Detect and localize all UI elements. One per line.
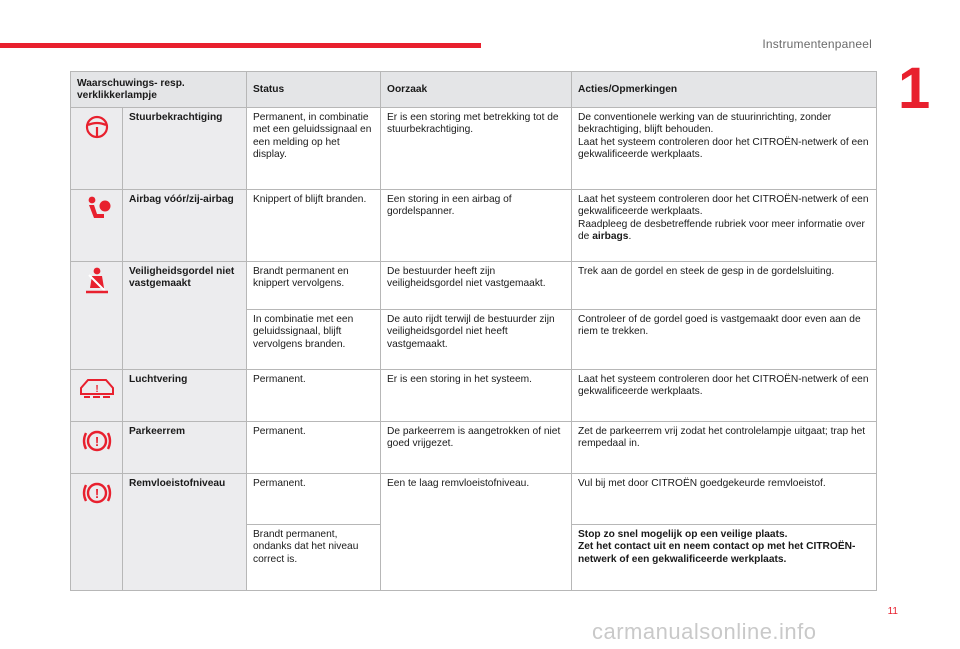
status-cell: Permanent.	[247, 369, 381, 421]
action-text: Laat het systeem controleren door het CITROËN-netwerk of een gekwalificeerde werkplaats.	[578, 136, 869, 161]
action-cell: Trek aan de gordel en steek de gesp in de gordelsluiting.	[572, 261, 877, 309]
status-cell: Permanent.	[247, 421, 381, 473]
cause-cell: Er is een storing in het systeem.	[381, 369, 572, 421]
warning-lights-table	[70, 71, 877, 591]
table-row	[71, 189, 877, 261]
svg-text:!: !	[95, 126, 98, 136]
status-cell: In combinatie met een geluidssignaal, blijft vervolgens branden.	[247, 309, 381, 369]
cause-cell: Een te laag remvloeistofniveau.	[381, 473, 572, 590]
action-cell	[572, 107, 877, 189]
brake-warning-icon	[71, 421, 123, 473]
suspension-icon	[71, 369, 123, 421]
lamp-name: Airbag vóór/zij-airbag	[123, 189, 247, 261]
lamp-name: Parkeerrem	[123, 421, 247, 473]
action-text-suffix: .	[628, 231, 632, 243]
action-cell: Laat het systeem controleren door het CITROËN-netwerk of een gekwalificeerde werkplaats.	[572, 369, 877, 421]
cause-cell: De auto rijdt terwijl de bestuurder zijn veiligheidsgordel niet heeft vastgemaakt.	[381, 309, 572, 369]
cause-cell: De bestuurder heeft zijn veiligheidsgordel niet vastgemaakt.	[381, 261, 572, 309]
column-header-actions: Acties/Opmerkingen	[572, 72, 877, 108]
status-cell: Knippert of blijft branden.	[247, 189, 381, 261]
steering-warning-icon	[71, 107, 123, 189]
table-row	[71, 473, 877, 524]
watermark: carmanualsonline.info	[592, 619, 817, 644]
column-header-cause: Oorzaak	[381, 72, 572, 108]
lamp-name: Luchtvering	[123, 369, 247, 421]
action-cell: Controleer of de gordel goed is vastgemaakt door even aan de riem te trekken.	[572, 309, 877, 369]
lamp-name: Remvloeistofniveau	[123, 473, 247, 590]
svg-text:!: !	[94, 433, 99, 449]
page-number: 11	[887, 606, 898, 617]
lamp-name: Stuurbekrachtiging	[123, 107, 247, 189]
table-row	[71, 107, 877, 189]
seatbelt-icon	[71, 261, 123, 369]
status-cell: Brandt permanent en knippert vervolgens.	[247, 261, 381, 309]
table-row	[71, 369, 877, 421]
column-header-status: Status	[247, 72, 381, 108]
lamp-name: Veiligheidsgordel niet vastgemaakt	[123, 261, 247, 369]
action-text: Zet het contact uit en neem contact op met het CITROËN-netwerk of een gekwalificeerde werkplaats.	[578, 541, 856, 565]
cause-cell: De parkeerrem is aangetrokken of niet goed vrijgezet.	[381, 421, 572, 473]
action-text: Stop zo snel mogelijk op een veilige plaats.	[578, 528, 788, 540]
column-header-lamp: Waarschuwings- resp. verklikkerlampje	[71, 72, 247, 108]
action-text: De conventionele werking van de stuurinrichting, zonder bekrachtiging, blijft behouden.	[578, 111, 832, 136]
table-row	[71, 261, 877, 309]
airbags-reference: airbags	[592, 231, 629, 243]
action-cell: Vul bij met door CITROËN goedgekeurde remvloeistof.	[572, 473, 877, 524]
airbag-icon	[71, 189, 123, 261]
action-text-prefix: Raadpleeg de desbetreffende rubriek voor meer informatie over de	[578, 218, 865, 243]
action-cell	[572, 189, 877, 261]
action-text: Laat het systeem controleren door het CITROËN-netwerk of een gekwalificeerde werkplaats.	[578, 193, 869, 218]
svg-text:!: !	[94, 383, 99, 395]
status-cell: Permanent, in combinatie met een geluidssignaal en een melding op het display.	[247, 107, 381, 189]
brake-warning-icon	[71, 473, 123, 590]
red-header-bar	[0, 43, 481, 48]
table-header-row	[71, 72, 877, 108]
action-cell: Zet de parkeerrem vrij zodat het controlelampje uitgaat; trap het rempedaal in.	[572, 421, 877, 473]
status-cell: Brandt permanent, ondanks dat het niveau correct is.	[247, 524, 381, 590]
section-title: Instrumentenpaneel	[762, 37, 872, 51]
cause-cell: Een storing in een airbag of gordelspanner.	[381, 189, 572, 261]
status-cell: Permanent.	[247, 473, 381, 524]
table-row	[71, 421, 877, 473]
chapter-number: 1	[898, 56, 931, 121]
svg-text:!: !	[94, 485, 99, 501]
action-text	[578, 219, 870, 244]
action-cell	[572, 524, 877, 590]
cause-cell: Er is een storing met betrekking tot de stuurbekrachtiging.	[381, 107, 572, 189]
